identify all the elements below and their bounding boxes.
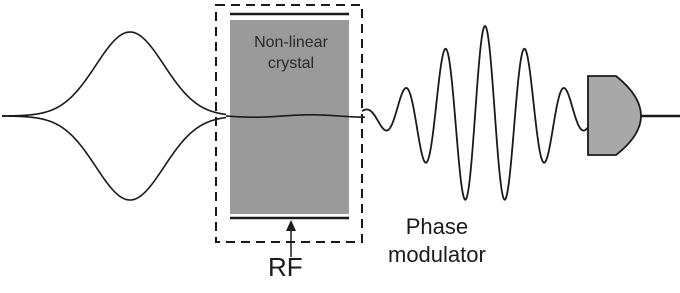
crystal-label — [230, 33, 352, 75]
arrow-up-icon — [286, 220, 296, 231]
input-pulse-envelope-bottom — [2, 116, 226, 200]
output-modulated-wave — [362, 26, 590, 200]
input-pulse-envelope-top — [2, 32, 226, 116]
d-shaped-detector-icon — [588, 76, 641, 155]
phase-modulator-label-line1: Phase — [405, 214, 469, 239]
phase-modulator-label — [388, 213, 486, 269]
crystal-label-line1: Non-linear — [254, 34, 328, 51]
rf-label: RF — [268, 252, 303, 282]
phase-modulator-label-line2: modulator — [388, 242, 486, 268]
crystal-label-line2: crystal — [267, 54, 315, 72]
